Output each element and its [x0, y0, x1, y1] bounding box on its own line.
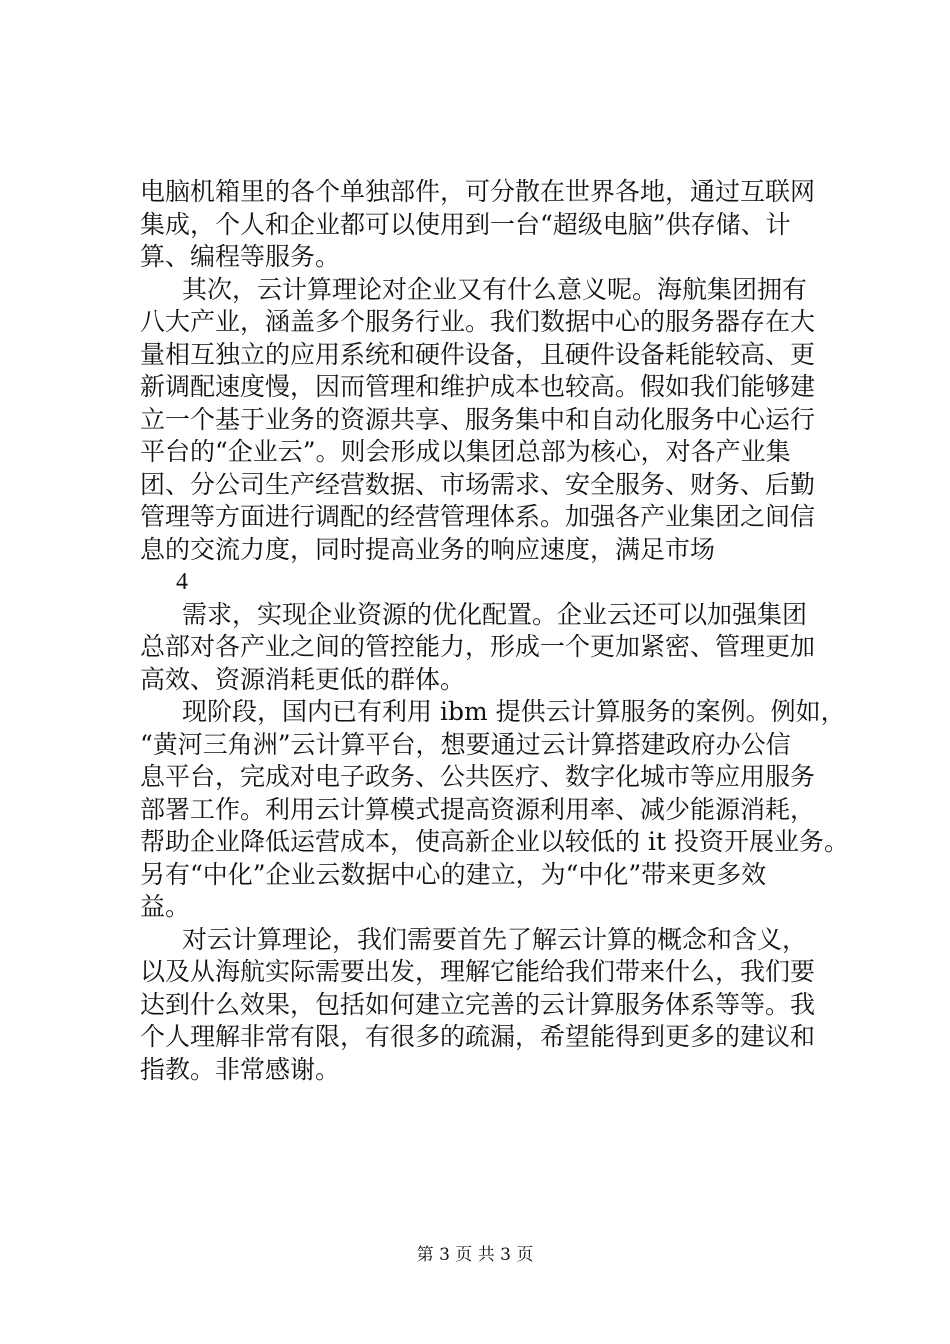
text-line: 帮助企业降低运营成本，使高新企业以较低的 it 投资开展业务。 — [140, 827, 849, 856]
text-line: 平台的“企业云”。则会形成以集团总部为核心，对各产业集 — [140, 437, 791, 466]
text-line: 息平台，完成对电子政务、公共医疗、数字化城市等应用服务 — [140, 762, 816, 791]
paragraph-start-line: 对云计算理论，我们需要首先了解云计算的概念和含义， — [182, 924, 808, 954]
text-line: 指教。非常感谢。 — [140, 1054, 341, 1084]
text-line: 电脑机箱里的各个单独部件，可分散在世界各地，通过互联网 — [140, 177, 816, 206]
text-line: 息的交流力度，同时提高业务的响应速度，满足市场 — [140, 534, 716, 564]
paragraph-start-line: 其次，云计算理论对企业又有什么意义呢。海航集团拥有 — [182, 274, 808, 304]
text-line: 益。 — [140, 892, 191, 921]
text-line: 另有“中化”企业云数据中心的建立，为“中化”带来更多效 — [140, 859, 767, 889]
inline-page-number: 4 — [176, 569, 188, 595]
text-line: 立一个基于业务的资源共享、服务集中和自动化服务中心运行 — [140, 404, 816, 434]
text-line: 新调配速度慢，因而管理和维护成本也较高。假如我们能够建 — [140, 372, 816, 401]
text-line: 以及从海航实际需要出发，理解它能给我们带来什么，我们要 — [140, 957, 816, 986]
text-line: 个人理解非常有限，有很多的疏漏，希望能得到更多的建议和 — [140, 1022, 816, 1051]
text-line: 管理等方面进行调配的经营管理体系。加强各产业集团之间信 — [140, 502, 816, 531]
page-footer: 第 3 页 共 3 页 — [416, 1245, 534, 1265]
text-line: 八大产业，涵盖多个服务行业。我们数据中心的服务器存在大 — [140, 307, 816, 336]
text-line: 算、编程等服务。 — [140, 242, 341, 271]
text-line: 团、分公司生产经营数据、市场需求、安全服务、财务、后勤 — [140, 469, 816, 499]
text-line: 总部对各产业之间的管控能力，形成一个更加紧密、管理更加 — [140, 632, 816, 661]
paragraph-start-line: 需求，实现企业资源的优化配置。企业云还可以加强集团 — [182, 599, 808, 629]
text-line: 高效、资源消耗更低的群体。 — [140, 664, 466, 694]
document-body — [140, 176, 849, 1086]
text-line: 量相互独立的应用系统和硬件设备，且硬件设备耗能较高、更 — [140, 339, 816, 369]
text-line: “黄河三角洲”云计算平台，想要通过云计算搭建政府办公信 — [140, 729, 791, 759]
paragraph-start-line: 现阶段，国内已有利用 ibm 提供云计算服务的案例。例如， — [182, 697, 846, 726]
text-line: 集成，个人和企业都可以使用到一台“超级电脑”供存储、计 — [140, 209, 791, 239]
text-line: 达到什么效果，包括如何建立完善的云计算服务体系等等。我 — [140, 989, 816, 1019]
text-line: 部署工作。利用云计算模式提高资源利用率、减少能源消耗， — [140, 794, 816, 824]
